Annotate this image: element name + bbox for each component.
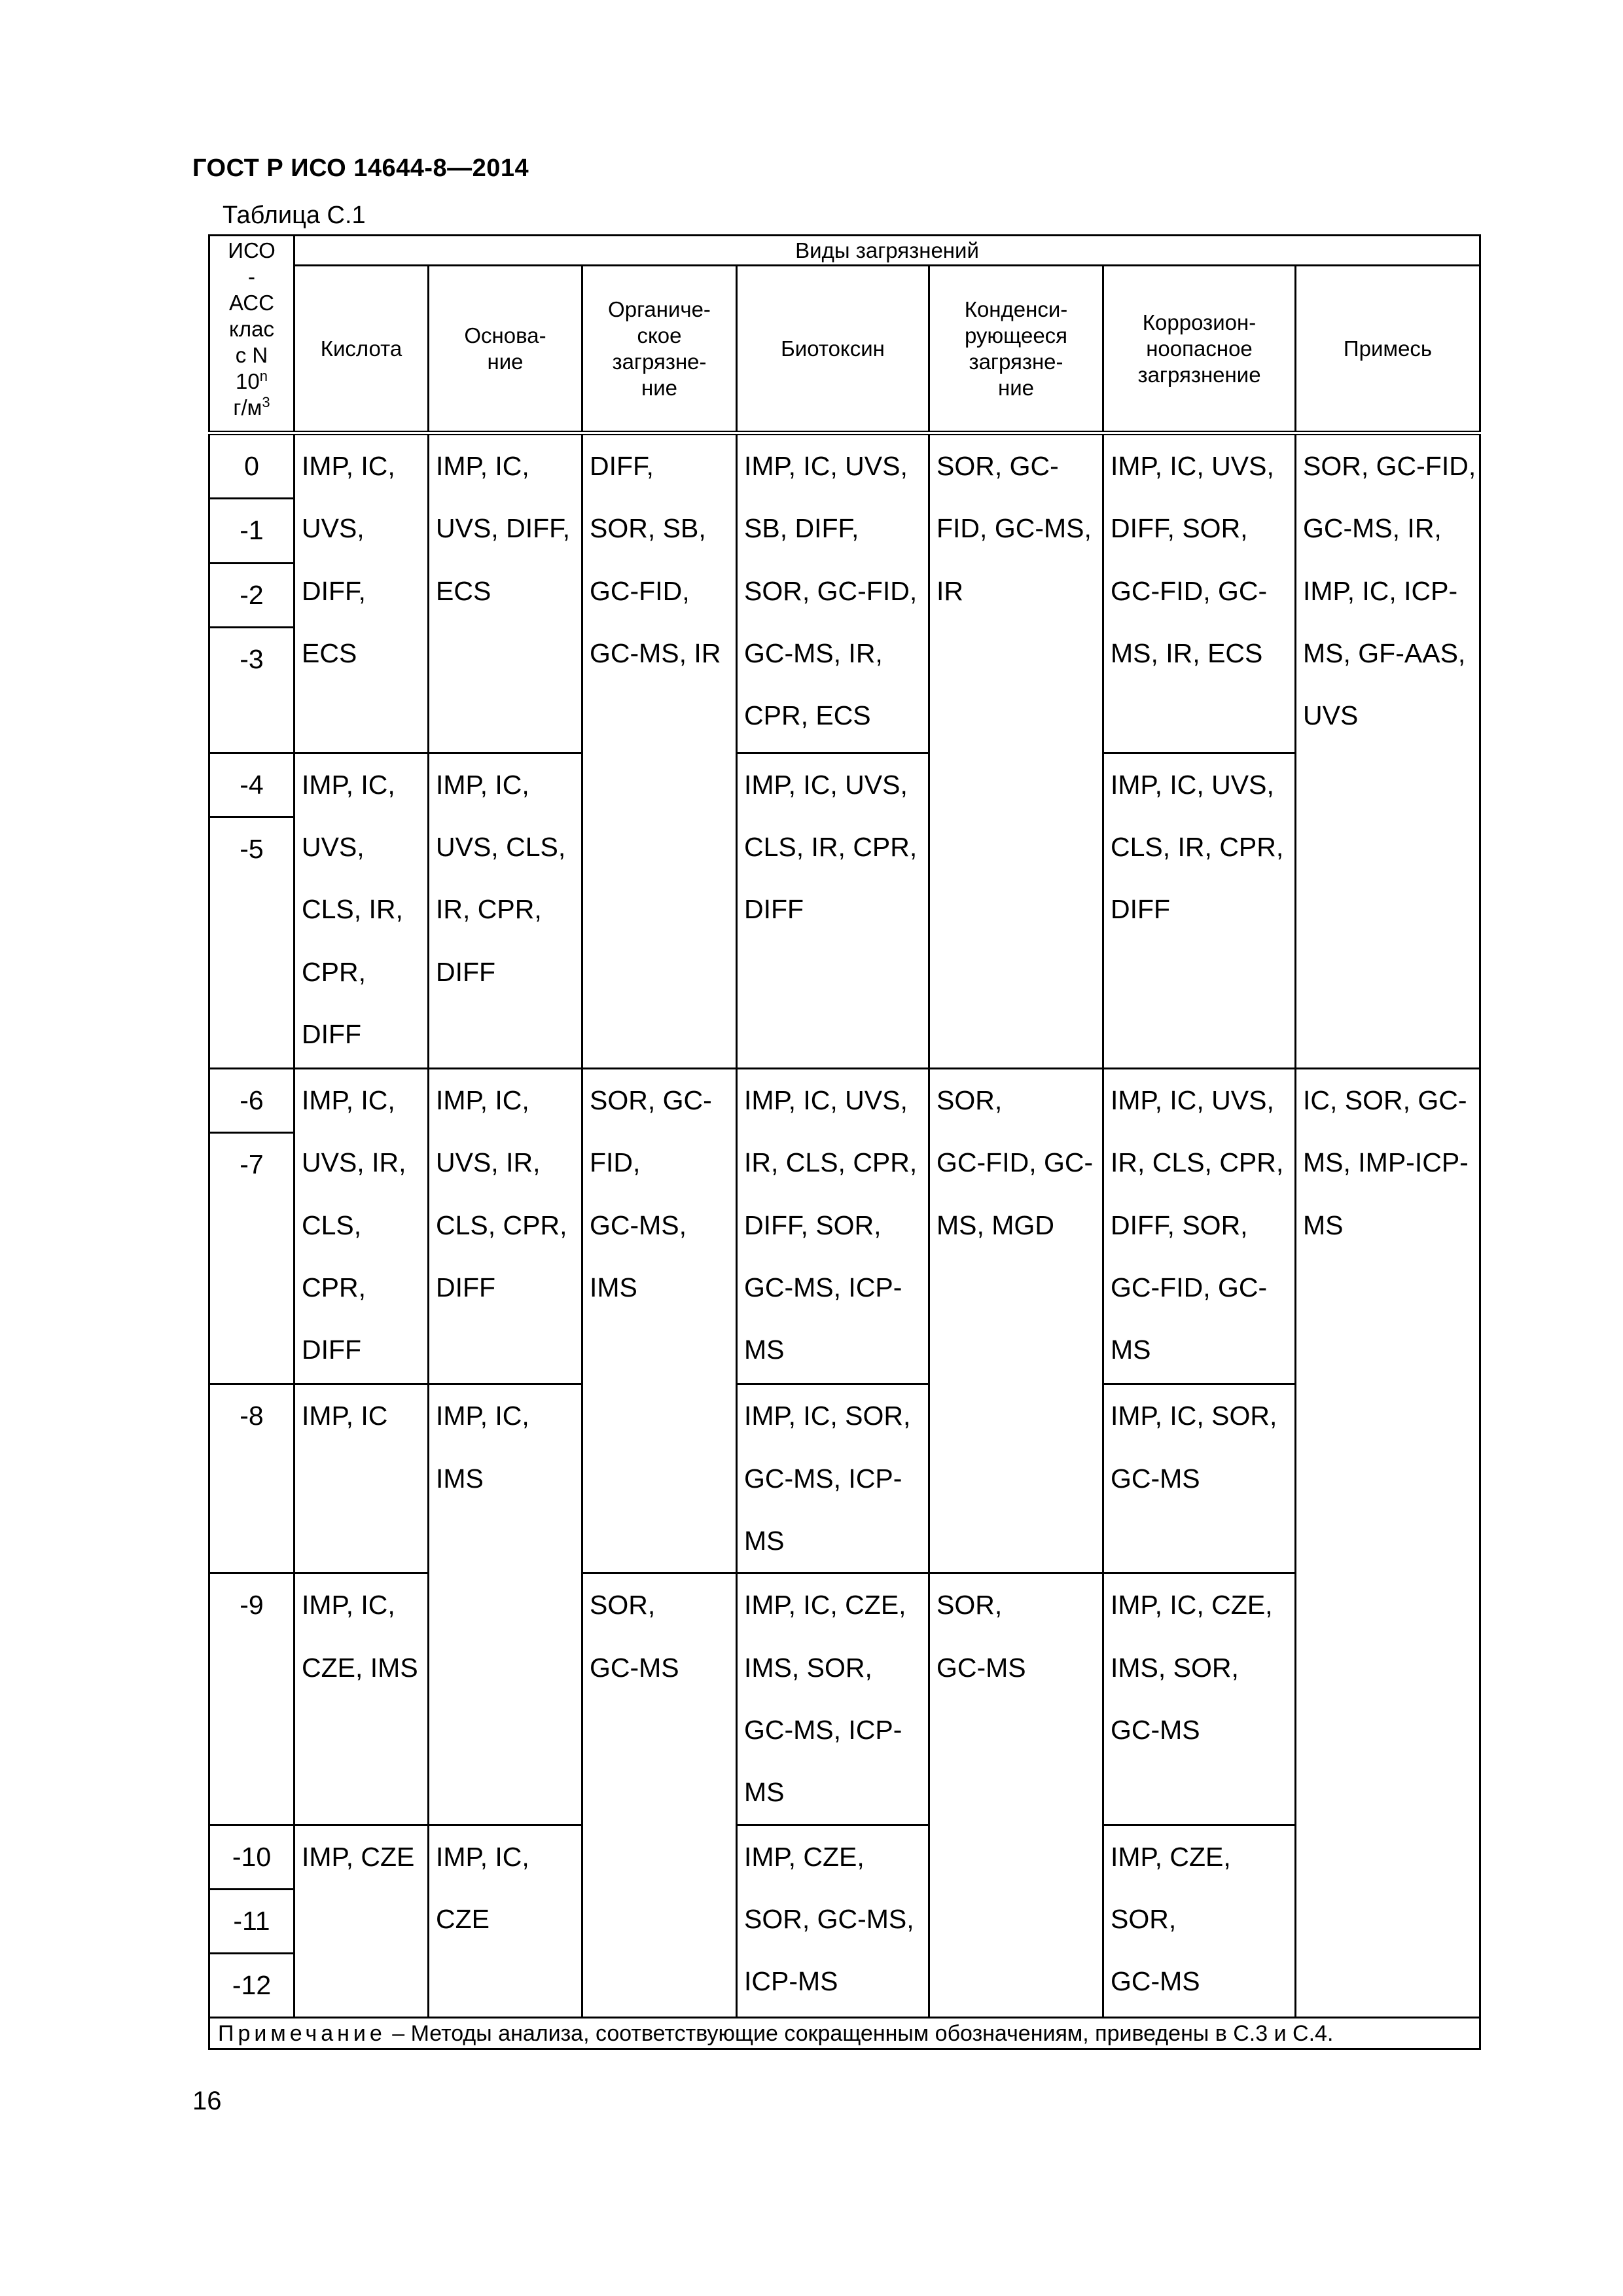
method-line: DIFF, SOR, — [1111, 1210, 1248, 1240]
corrosive-cell — [1103, 1573, 1296, 1825]
corrosive-cell — [1103, 753, 1296, 1068]
method-line: GC-MS — [1111, 1966, 1200, 1997]
method-line: IMS — [436, 1463, 484, 1494]
base-cell — [429, 1384, 582, 1825]
method-line: GC-MS — [590, 1652, 679, 1683]
column-header-base: Основа- ние — [429, 266, 582, 433]
method-line: MS — [744, 1777, 785, 1808]
column-header-biotoxin: Биотоксин — [737, 266, 929, 433]
method-line: CLS, IR, CPR, — [1111, 832, 1284, 863]
method-line: GC-FID, GC- — [1111, 1272, 1268, 1303]
contaminant-types-header: Виды загрязнений — [294, 236, 1480, 266]
corrosive-cell — [1103, 433, 1296, 753]
method-line: IR, CPR, — [436, 894, 542, 925]
method-line: CPR, ECS — [744, 700, 871, 731]
method-line: CPR, — [302, 956, 366, 987]
method-line: UVS, IR, — [302, 1147, 406, 1178]
iso-class-cell: -11 — [209, 1889, 294, 1953]
method-line: DIFF — [436, 956, 496, 987]
method-line: CLS, — [302, 1210, 362, 1240]
method-line: IMS — [590, 1272, 637, 1303]
method-line: DIFF, — [590, 451, 654, 481]
organic-cell — [582, 1573, 737, 2018]
method-line: UVS, DIFF, — [436, 513, 571, 544]
method-line: IMP, IC, CZE, — [1111, 1590, 1273, 1621]
table-note — [209, 2018, 1480, 2049]
method-line: IMP, IC, — [302, 451, 395, 481]
note-label: Примечание — [218, 2020, 386, 2046]
acid-cell — [294, 1825, 429, 2018]
method-line: IR, CLS, CPR, — [744, 1147, 918, 1178]
method-line: IMP, CZE, — [1111, 1841, 1231, 1872]
method-line: IMP, IC, UVS, — [1111, 1085, 1274, 1116]
method-line: IMP, IC, — [436, 1401, 529, 1431]
method-line: MS, GF-AAS, — [1303, 637, 1466, 668]
base-cell — [429, 1069, 582, 1384]
method-line: IMP, IC, UVS, — [744, 451, 908, 481]
table-caption: Таблица С.1 — [223, 202, 366, 229]
base-cell — [429, 1825, 582, 2018]
method-line: CPR, — [302, 1272, 366, 1303]
method-line: SOR, SB, — [590, 513, 706, 544]
iso-class-cell: -10 — [209, 1825, 294, 1889]
biotoxin-cell — [737, 753, 929, 1068]
method-line: SOR, GC- — [590, 1085, 712, 1116]
method-line: IMS, SOR, — [1111, 1652, 1239, 1683]
method-line: UVS, IR, — [436, 1147, 541, 1178]
column-header-organic: Органиче- ское загрязне- ние — [582, 266, 737, 433]
method-line: GC-MS — [1111, 1463, 1200, 1494]
method-line: IMP, CZE — [302, 1841, 415, 1872]
method-line: MS — [1111, 1335, 1151, 1365]
iso-class-cell: -4 — [209, 753, 294, 817]
iso-class-header: ИСО - АСС клас с N 10$^n$ $г/м^3$ — [209, 236, 294, 433]
method-line: GC-MS, ICP- — [744, 1714, 902, 1745]
methods-table — [208, 234, 1481, 2050]
method-line: CLS, CPR, — [436, 1210, 567, 1240]
method-line: GC-MS, IR, — [1303, 513, 1442, 544]
method-line: IMS, SOR, — [744, 1652, 872, 1683]
method-line: CZE, IMS — [302, 1652, 418, 1683]
method-line: SB, DIFF, — [744, 513, 859, 544]
method-line: ECS — [436, 575, 491, 606]
method-line: IMP, IC, — [302, 769, 395, 800]
method-line: SOR, GC- — [936, 451, 1059, 481]
method-line: GC-MS, — [590, 1210, 687, 1240]
method-line: CLS, IR, — [302, 894, 403, 925]
iso-class-cell: -9 — [209, 1573, 294, 1825]
method-line: GC-MS, ICP- — [744, 1463, 902, 1494]
method-line: GC-MS, IR — [590, 637, 721, 668]
method-line: UVS, — [302, 513, 365, 544]
method-line: IMP, IC, SOR, — [1111, 1401, 1277, 1431]
column-header-dopant: Примесь — [1296, 266, 1480, 433]
iso-class-cell: -5 — [209, 817, 294, 1069]
method-line: IMP, IC, UVS, — [1111, 769, 1274, 800]
acid-cell — [294, 1573, 429, 1825]
iso-class-cell: -7 — [209, 1133, 294, 1384]
page-number: 16 — [192, 2087, 222, 2115]
method-line: DIFF, SOR, — [744, 1210, 882, 1240]
condensing-cell — [929, 433, 1103, 1069]
method-line: IMP, IC, — [436, 769, 529, 800]
method-line: CZE — [436, 1903, 490, 1934]
method-line: GC-MS — [936, 1652, 1026, 1683]
acid-cell — [294, 1069, 429, 1384]
acid-cell — [294, 433, 429, 753]
iso-class-cell: -1 — [209, 499, 294, 563]
biotoxin-cell — [737, 1573, 929, 1825]
method-line: IMP, IC, SOR, — [744, 1401, 911, 1431]
base-cell — [429, 433, 582, 753]
method-line: IMP, IC — [302, 1401, 388, 1431]
corrosive-cell — [1103, 1384, 1296, 1573]
biotoxin-cell — [737, 1384, 929, 1573]
biotoxin-cell — [737, 1825, 929, 2018]
dopant-cell — [1296, 1069, 1480, 2018]
method-line: IMP, IC, UVS, — [744, 1085, 908, 1116]
method-line: IMP, IC, — [436, 1841, 529, 1872]
method-line: SOR, GC-MS, — [744, 1903, 914, 1934]
method-line: ICP-MS — [744, 1966, 838, 1997]
method-line: DIFF — [436, 1272, 496, 1303]
method-line: UVS, — [302, 832, 365, 863]
iso-class-cell: 0 — [209, 433, 294, 499]
acid-cell — [294, 1384, 429, 1573]
method-line: SOR, — [1111, 1903, 1177, 1934]
method-line: IR — [936, 575, 963, 606]
method-line: SOR, — [590, 1590, 656, 1621]
method-line: ECS — [302, 637, 357, 668]
method-line: IC, SOR, GC- — [1303, 1085, 1467, 1116]
column-header-condensing: Конденси- рующееся загрязне- ние — [929, 266, 1103, 433]
method-line: GC-MS, ICP- — [744, 1272, 902, 1303]
iso-class-cell: -8 — [209, 1384, 294, 1573]
iso-class-cell: -3 — [209, 627, 294, 753]
method-line: DIFF, SOR, — [1111, 513, 1248, 544]
iso-class-cell: -12 — [209, 1954, 294, 2018]
method-line: IMP, IC, — [436, 1085, 529, 1116]
condensing-cell — [929, 1573, 1103, 2018]
method-line: DIFF — [302, 1335, 362, 1365]
iso-class-cell: -2 — [209, 563, 294, 627]
method-line: DIFF, — [302, 575, 366, 606]
base-cell — [429, 753, 582, 1068]
method-line: IMP, IC, UVS, — [744, 769, 908, 800]
biotoxin-cell — [737, 1069, 929, 1384]
organic-cell — [582, 433, 737, 1069]
method-line: DIFF — [1111, 894, 1171, 925]
method-line: GC-FID, GC- — [936, 1147, 1094, 1178]
method-line: MS, IMP-ICP- — [1303, 1147, 1469, 1178]
method-line: MS, IR, ECS — [1111, 637, 1263, 668]
method-line: IMP, IC, — [436, 451, 529, 481]
method-line: IMP, IC, CZE, — [744, 1590, 906, 1621]
method-line: SOR, GC-FID, — [1303, 451, 1476, 481]
method-line: SOR, — [936, 1085, 1003, 1116]
method-line: GC-MS, IR, — [744, 637, 883, 668]
iso-class-cell: -6 — [209, 1069, 294, 1133]
acid-cell — [294, 753, 429, 1068]
organic-cell — [582, 1069, 737, 1573]
method-line: IMP, IC, UVS, — [1111, 451, 1274, 481]
method-line: GC-FID, GC- — [1111, 575, 1268, 606]
method-line: DIFF — [302, 1019, 362, 1050]
method-line: GC-MS — [1111, 1714, 1200, 1745]
condensing-cell — [929, 1069, 1103, 1573]
method-line: IMP, CZE, — [744, 1841, 865, 1872]
dopant-cell — [1296, 433, 1480, 1069]
corrosive-cell — [1103, 1825, 1296, 2018]
document-header: ГОСТ Р ИСО 14644-8—2014 — [192, 154, 529, 182]
method-line: IMP, IC, — [302, 1590, 395, 1621]
method-line: SOR, GC-FID, — [744, 575, 918, 606]
method-line: DIFF — [744, 894, 804, 925]
method-line: UVS, CLS, — [436, 832, 566, 863]
biotoxin-cell — [737, 433, 929, 753]
method-line: CLS, IR, CPR, — [744, 832, 918, 863]
method-line: IMP, IC, ICP- — [1303, 575, 1458, 606]
method-line: UVS — [1303, 700, 1359, 731]
column-header-acid: Кислота — [294, 266, 429, 433]
method-line: MS — [744, 1526, 785, 1556]
method-line: MS — [1303, 1210, 1344, 1240]
column-header-corrosive: Коррозион- ноопасное загрязнение — [1103, 266, 1296, 433]
method-line: GC-FID, — [590, 575, 690, 606]
method-line: IMP, IC, — [302, 1085, 395, 1116]
corrosive-cell — [1103, 1069, 1296, 1384]
method-line: SOR, — [936, 1590, 1003, 1621]
method-line: MS, MGD — [936, 1210, 1054, 1240]
method-line: FID, GC-MS, — [936, 513, 1092, 544]
note-text: – Методы анализа, соответствующие сокращенным обозначениям, приведены в С.3 и С.4. — [385, 2020, 1334, 2046]
method-line: IR, CLS, CPR, — [1111, 1147, 1284, 1178]
method-line: FID, — [590, 1147, 641, 1178]
method-line: MS — [744, 1335, 785, 1365]
